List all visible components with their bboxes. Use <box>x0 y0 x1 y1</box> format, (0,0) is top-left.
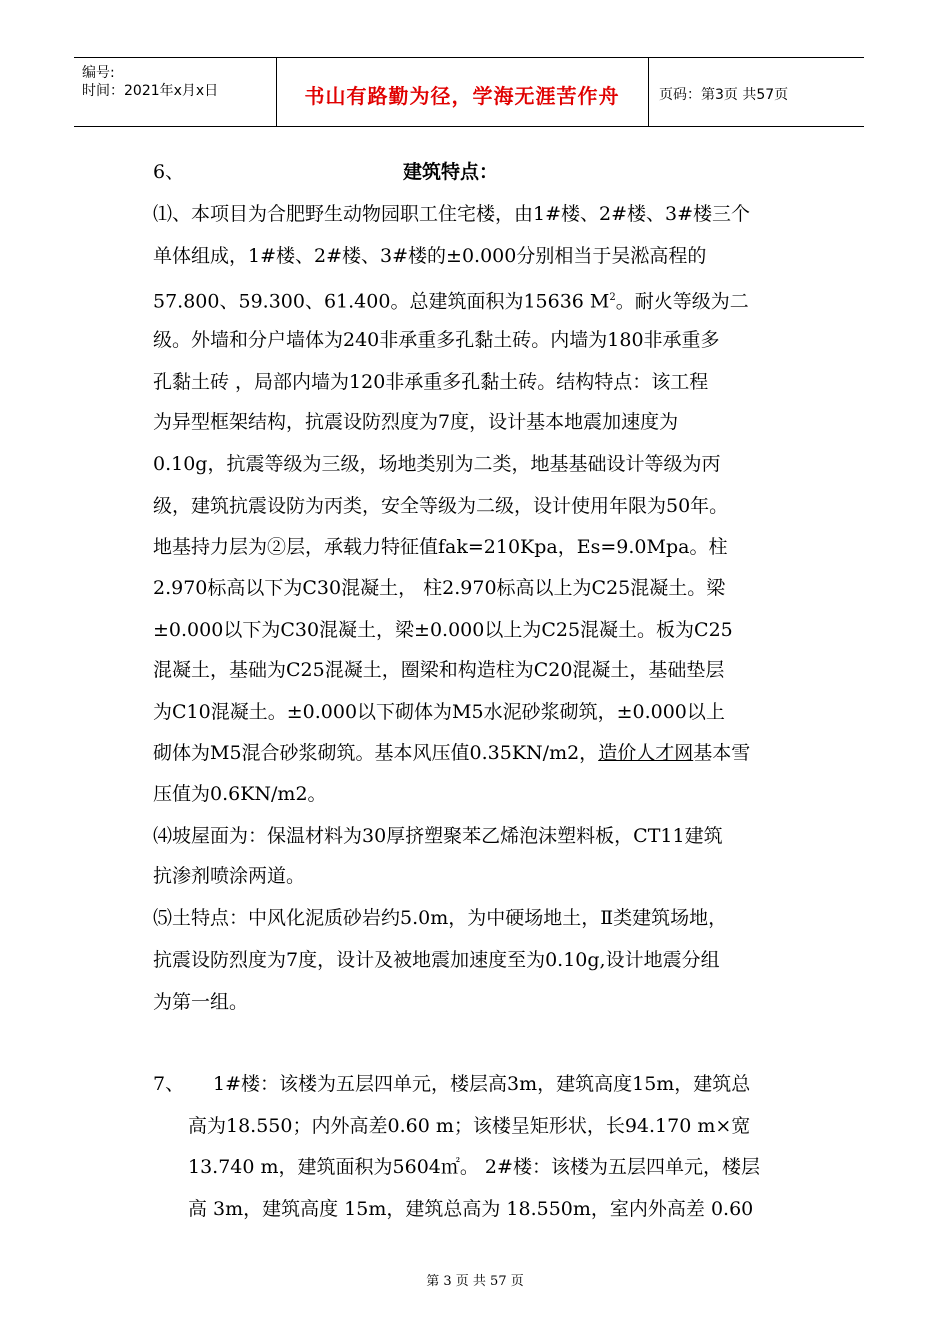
body-line: ±0.000以下为C30混凝土，梁±0.000以上为C25混凝土。板为C25 <box>153 619 733 641</box>
page-footer: 第 3 页 共 57 页 <box>426 1274 524 1289</box>
snow-text: 基本雪 <box>693 742 751 764</box>
body-line: 为异型框架结构，抗震设防烈度为7度，设计基本地震加速度为 <box>153 411 679 433</box>
body-line: 地基持力层为②层，承载力特征值fak=210Kpa，Es=9.0Mpa。柱 <box>153 536 728 558</box>
body-line: 压值为0.6KN/m2。 <box>153 783 327 805</box>
body-line <box>153 286 749 313</box>
area-text: 57.800、59.300、61.400。总建筑面积为15636 M <box>153 290 610 313</box>
body-line: 为第一组。 <box>153 991 249 1013</box>
body-line: 13.740 m，建筑面积为5604㎡。 2#楼：该楼为五层四单元，楼层 <box>188 1156 760 1178</box>
wind-pressure-text: 砌体为M5混合砂浆砌筑。基本风压值0.35KN/m2， <box>153 742 599 764</box>
time-label: 时间：2021年x月x日 <box>82 83 219 99</box>
body-line: 单体组成，1#楼、2#楼、3#楼的±0.000分别相当于吴淞高程的 <box>153 245 707 267</box>
header-meta-cell <box>74 58 277 126</box>
body-line: 抗渗剂喷涂两道。 <box>153 865 306 887</box>
body-line: 高 3m，建筑高度 15m，建筑总高为 18.550m，室内外高差 0.60 <box>188 1198 754 1220</box>
header-motto: 书山有路勤为径，学海无涯苦作舟 <box>304 84 620 108</box>
body-line: 孔黏土砖 ，局部内墙为120非承重多孔黏土砖。结构特点：该工程 <box>153 371 709 393</box>
body-line: 级。外墙和分户墙体为240非承重多孔黏土砖。内墙为180非承重多 <box>153 329 720 351</box>
body-line <box>153 741 750 765</box>
body-line: 1#楼：该楼为五层四单元，楼层高3m，建筑高度15m，建筑总 <box>213 1073 751 1095</box>
page-header <box>74 57 864 127</box>
header-page-cell <box>649 58 864 126</box>
body-line: ⑸土特点：中风化泥质砂岩约5.0m，为中硬场地土，Ⅱ类建筑场地， <box>153 907 728 929</box>
header-motto-cell <box>276 58 649 126</box>
body-line: 高为18.550；内外高差0.60 m；该楼呈矩形状，长94.170 m×宽 <box>188 1115 751 1137</box>
body-line: 抗震设防烈度为7度，设计及被地震加速度至为0.10g,设计地震分组 <box>153 949 720 971</box>
body-line: ⑴、本项目为合肥野生动物园职工住宅楼，由1#楼、2#楼、3#楼三个 <box>153 203 751 225</box>
body-line: 为C10混凝土。±0.000以下砌体为M5水泥砂浆砌筑，±0.000以上 <box>153 701 725 723</box>
area-superscript: 2 <box>609 292 616 303</box>
body-line: 0.10g，抗震等级为三级，场地类别为二类，地基基础设计等级为丙 <box>153 453 721 475</box>
area-text-tail: 。耐火等级为二 <box>615 290 749 313</box>
serial-label: 编号: <box>82 65 115 81</box>
section-6-number: 6、 <box>153 161 185 183</box>
body-line: ⑷坡屋面为：保温材料为30厚挤塑聚苯乙烯泡沫塑料板，CT11建筑 <box>153 825 723 847</box>
body-line: 混凝土，基础为C25混凝土，圈梁和构造柱为C20混凝土，基础垫层 <box>153 659 725 681</box>
site-link[interactable]: 造价人才网 <box>598 742 694 764</box>
header-page-info: 页码：第3页 共57页 <box>659 87 789 103</box>
body-line: 级，建筑抗震设防为丙类，安全等级为二级，设计使用年限为50年。 <box>153 495 729 517</box>
section-6-title: 建筑特点： <box>403 161 499 183</box>
body-line: 2.970标高以下为C30混凝土， 柱2.970标高以上为C25混凝土。梁 <box>153 577 726 599</box>
section-7-number: 7、 <box>153 1073 185 1095</box>
